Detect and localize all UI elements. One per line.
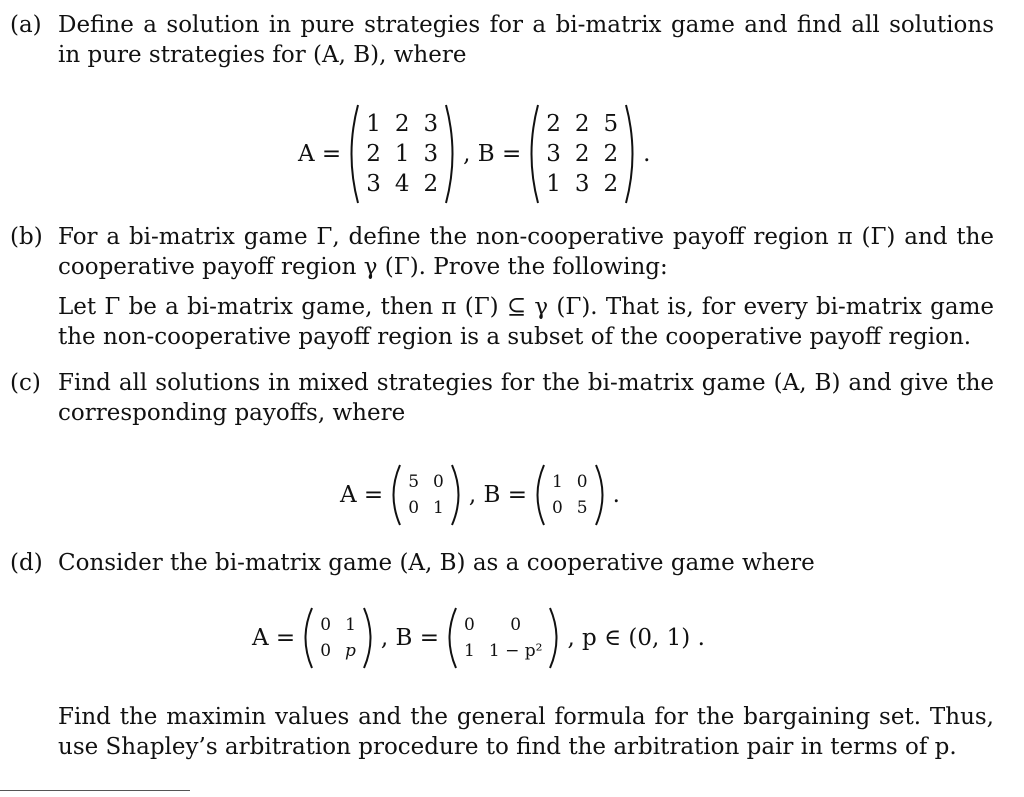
matrix-cell: 5 [576,498,588,518]
matrix-cell: 2 [574,111,590,137]
equation-end: . [612,482,620,508]
matrix-cell: 3 [366,171,381,197]
matrix-cell: 2 [603,141,619,167]
left-paren [530,463,546,527]
right-paren [624,103,640,205]
part-b-theorem: Let Γ be a bi-matrix game, then π (Γ) ⊆ γ (Γ). That is, for every bi-matrix game the non-cooperative payoff region is a subset of the cooperative payoff region. [58,294,994,350]
part-d-question: Find the maximin values and the general formula for the bargaining set. Thus, use Shapley’s arbitration procedure to find the arbitration pair in terms of p. [58,704,994,760]
part-c-label: (c) [10,370,41,396]
part-c-equation [340,460,620,530]
matrix-b-lhs: , B = [463,141,522,167]
matrix-cell: 1 [546,171,561,197]
matrix-grid [402,469,450,521]
matrix-cell: 2 [366,141,381,167]
part-c-text: Find all solutions in mixed strategies for the bi-matrix game (A, B) and give the corresponding payoffs, where [58,370,994,426]
matrix-cell: 2 [603,171,619,197]
matrix-grid [314,612,362,664]
left-paren [298,606,314,670]
matrix-b [442,606,564,670]
matrix-cell: 1 [551,472,563,492]
matrix-cell: 0 [320,641,332,661]
matrix-cell: 0 [433,472,444,492]
matrix-cell: 1 [394,141,410,167]
right-paren [444,103,460,205]
matrix-cell: 1 [433,498,444,518]
equation-end: , p ∈ (0, 1) . [567,625,705,651]
matrix-cell: 2 [423,171,439,197]
right-paren [450,463,466,527]
matrix-b [524,103,640,205]
part-a-text: Define a solution in pure strategies for a bi-matrix game and find all solutions in pure strategies for (A, B), where [58,12,994,68]
matrix-cell: 0 [551,498,563,518]
matrix-cell: 0 [320,615,332,635]
matrix-b [530,463,610,527]
matrix-b-lhs: , B = [380,625,440,651]
right-paren [362,606,378,670]
matrix-cell: 2 [394,111,410,137]
right-paren [548,606,564,670]
matrix-b-lhs: , B = [468,482,527,508]
part-b-label: (b) [10,224,43,250]
matrix-cell: 1 [345,615,356,635]
matrix-a [298,606,378,670]
matrix-cell: 2 [574,141,590,167]
matrix-a [344,103,460,205]
matrix-a-lhs: A = [252,625,296,651]
left-paren [386,463,402,527]
left-paren [442,606,458,670]
matrix-cell: 1 − p² [488,641,543,661]
matrix-grid [458,612,548,664]
matrix-cell: 0 [464,615,475,635]
matrix-cell: 0 [510,615,522,635]
part-d-equation [252,603,705,673]
matrix-a-lhs: A = [298,141,342,167]
equation-end: . [643,141,651,167]
matrix-a-lhs: A = [340,482,384,508]
part-d-text: Consider the bi-matrix game (A, B) as a cooperative game where [58,550,815,576]
matrix-cell: 5 [603,111,619,137]
matrix-cell: 0 [576,472,588,492]
matrix-a [386,463,466,527]
left-paren [344,103,360,205]
matrix-cell: 2 [546,111,561,137]
matrix-cell: 5 [408,472,420,492]
right-paren [594,463,610,527]
matrix-grid [546,469,594,521]
part-b-text: For a bi-matrix game Γ, define the non-cooperative payoff region π (Γ) and the cooperative payoff region γ (Γ). Prove the following: [58,224,994,280]
matrix-cell: 3 [546,141,561,167]
matrix-cell: p [345,641,356,661]
matrix-cell: 1 [366,111,381,137]
part-a-equation [298,102,650,206]
matrix-cell: 1 [464,641,475,661]
part-a-label: (a) [10,12,42,38]
matrix-cell: 3 [574,171,590,197]
matrix-cell: 3 [423,111,439,137]
matrix-grid [540,109,624,199]
matrix-cell: 4 [394,171,410,197]
part-d-label: (d) [10,550,43,576]
matrix-cell: 3 [423,141,439,167]
left-paren [524,103,540,205]
matrix-cell: 0 [408,498,420,518]
matrix-grid [360,109,444,199]
